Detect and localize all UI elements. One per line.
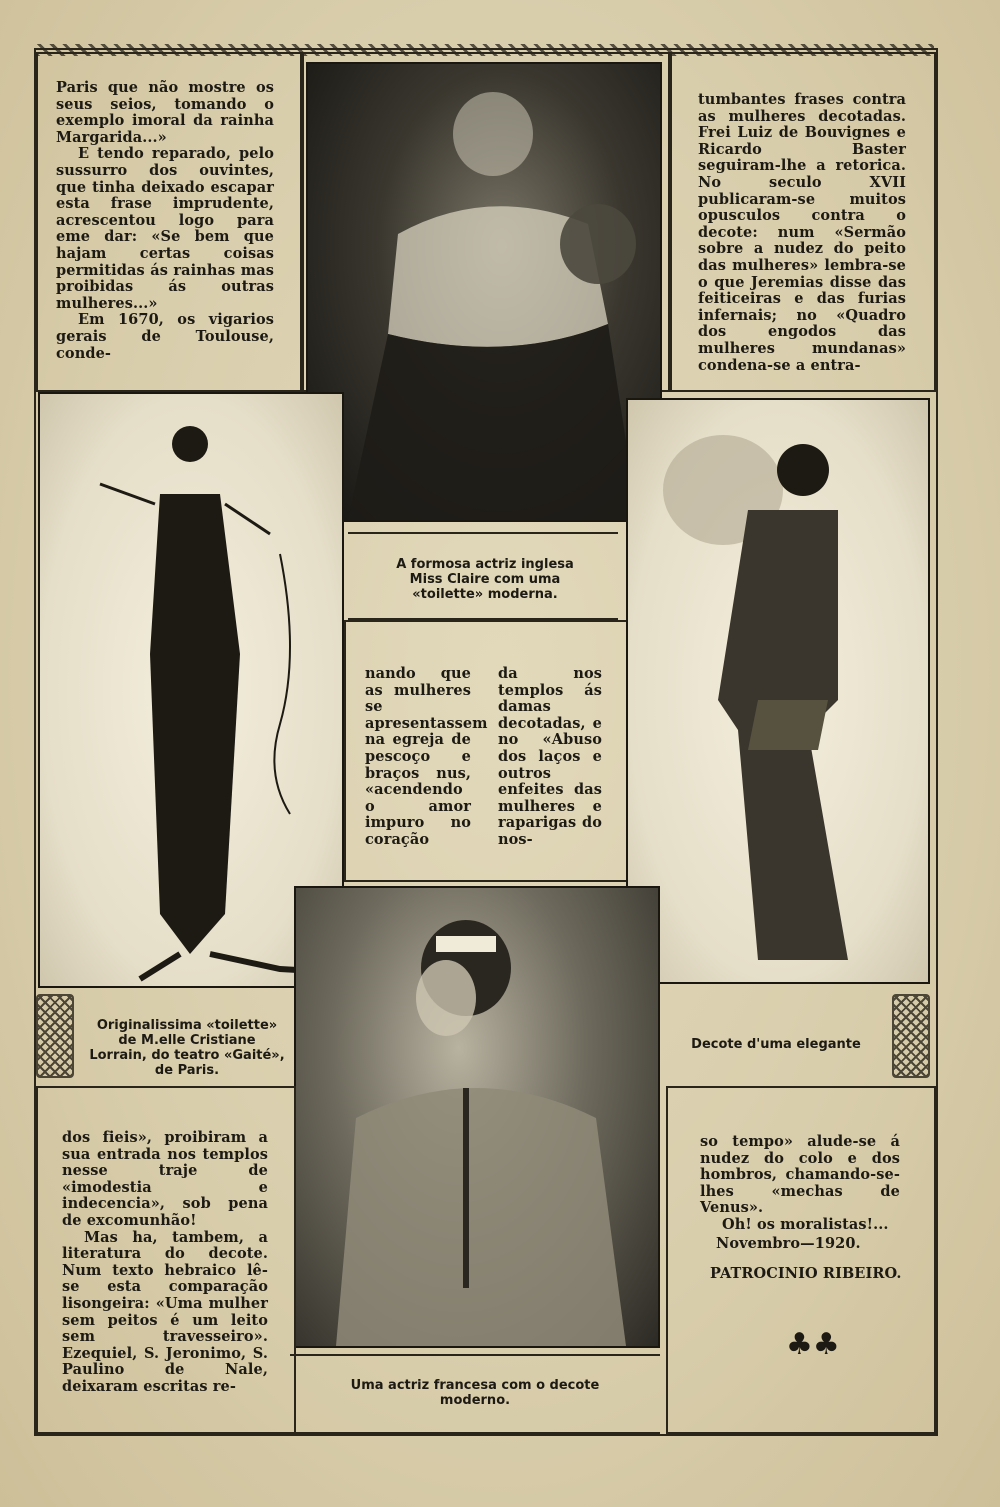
caption-elegante: Decote d'uma elegante bbox=[691, 1037, 861, 1052]
paragraph: nando que as mulheres se apresentassem na egreja de pescoço e braços nus, «acendendo o amor impuro no coração bbox=[365, 665, 488, 848]
text-top-right bbox=[698, 92, 906, 374]
date-line: Novembro—1920. bbox=[716, 1235, 861, 1252]
paragraph: so tempo» alude-se á nudez do colo e dos hombros, chamando-se-lhes «mechas de Venus». bbox=[700, 1133, 900, 1217]
photo-silhouette bbox=[308, 64, 660, 520]
text-bottom-left bbox=[62, 1130, 268, 1396]
photo-elegante bbox=[626, 398, 930, 984]
text-bottom-right bbox=[700, 1134, 900, 1234]
right-scroll-ornament bbox=[892, 994, 930, 1078]
fleuron-icon: ♣♣ bbox=[786, 1327, 840, 1362]
text-center-left bbox=[365, 665, 488, 849]
author-signature: PATROCINIO RIBEIRO. bbox=[710, 1265, 902, 1282]
paragraph: Paris que não mostre os seus seios, tomando o exemplo imoral da rainha Margarida...» bbox=[56, 79, 274, 146]
caption-claire: A formosa actriz inglesa Miss Claire com uma «toilette» moderna. bbox=[396, 557, 574, 602]
paragraph: Mas ha, tambem, a literatura do decote. Num texto hebraico lê-se esta comparação lisongeira: «Uma mulher sem peitos é um leito sem travesseiro». Ezequiel, S. Jeronimo, S. Paulino de Nale, deixaram escritas re- bbox=[62, 1228, 268, 1395]
paragraph: dos fieis», proibiram a sua entrada nos templos nesse traje de «imodestia e indecencia», sob pena de excomunhão! bbox=[62, 1129, 268, 1229]
paragraph: Oh! os moralistas!... bbox=[722, 1215, 889, 1233]
left-scroll-ornament bbox=[36, 994, 74, 1078]
caption-francesa: Uma actriz francesa com o decote moderno. bbox=[350, 1378, 600, 1408]
paragraph: Em 1670, os vigarios gerais de Toulouse, conde- bbox=[56, 311, 274, 362]
photo-silhouette bbox=[296, 888, 658, 1346]
text-center-right bbox=[498, 666, 602, 849]
photo-actriz-francesa bbox=[294, 886, 660, 1348]
paragraph: E tendo reparado, pelo sussurro dos ouvintes, que tinha deixado escapar esta frase imprudente, acrescentou logo para eme dar: «Se bem que hajam certas coisas permitidas ás rainhas mas proibidas ás outras mulheres...» bbox=[56, 145, 274, 312]
paragraph: tumbantes frases contra as mulheres decotadas. Frei Luiz de Bouvignes e Ricardo Baster seguiram-lhe a retorica. No seculo XVII publicaram-se muitos opusculos contra o decote: num «Sermão sobre a nudez do peito das mulheres» lembra-se o que Jeremias disse das feiticeiras e das furias infernais; no «Quadro dos engodos das mulheres mundanas» condena-se a entra- bbox=[698, 91, 906, 374]
photo-silhouette bbox=[628, 400, 928, 982]
photo-miss-claire bbox=[306, 62, 662, 522]
paragraph: da nos templos ás damas decotadas, e no «Abuso dos laços e outros enfeites das mulheres e raparigas do nos- bbox=[498, 665, 602, 848]
text-top-left bbox=[56, 80, 274, 362]
caption-lorrain: Originalissima «toilette» de M.elle Cristiane Lorrain, do teatro «Gaité», de Paris. bbox=[89, 1018, 285, 1078]
